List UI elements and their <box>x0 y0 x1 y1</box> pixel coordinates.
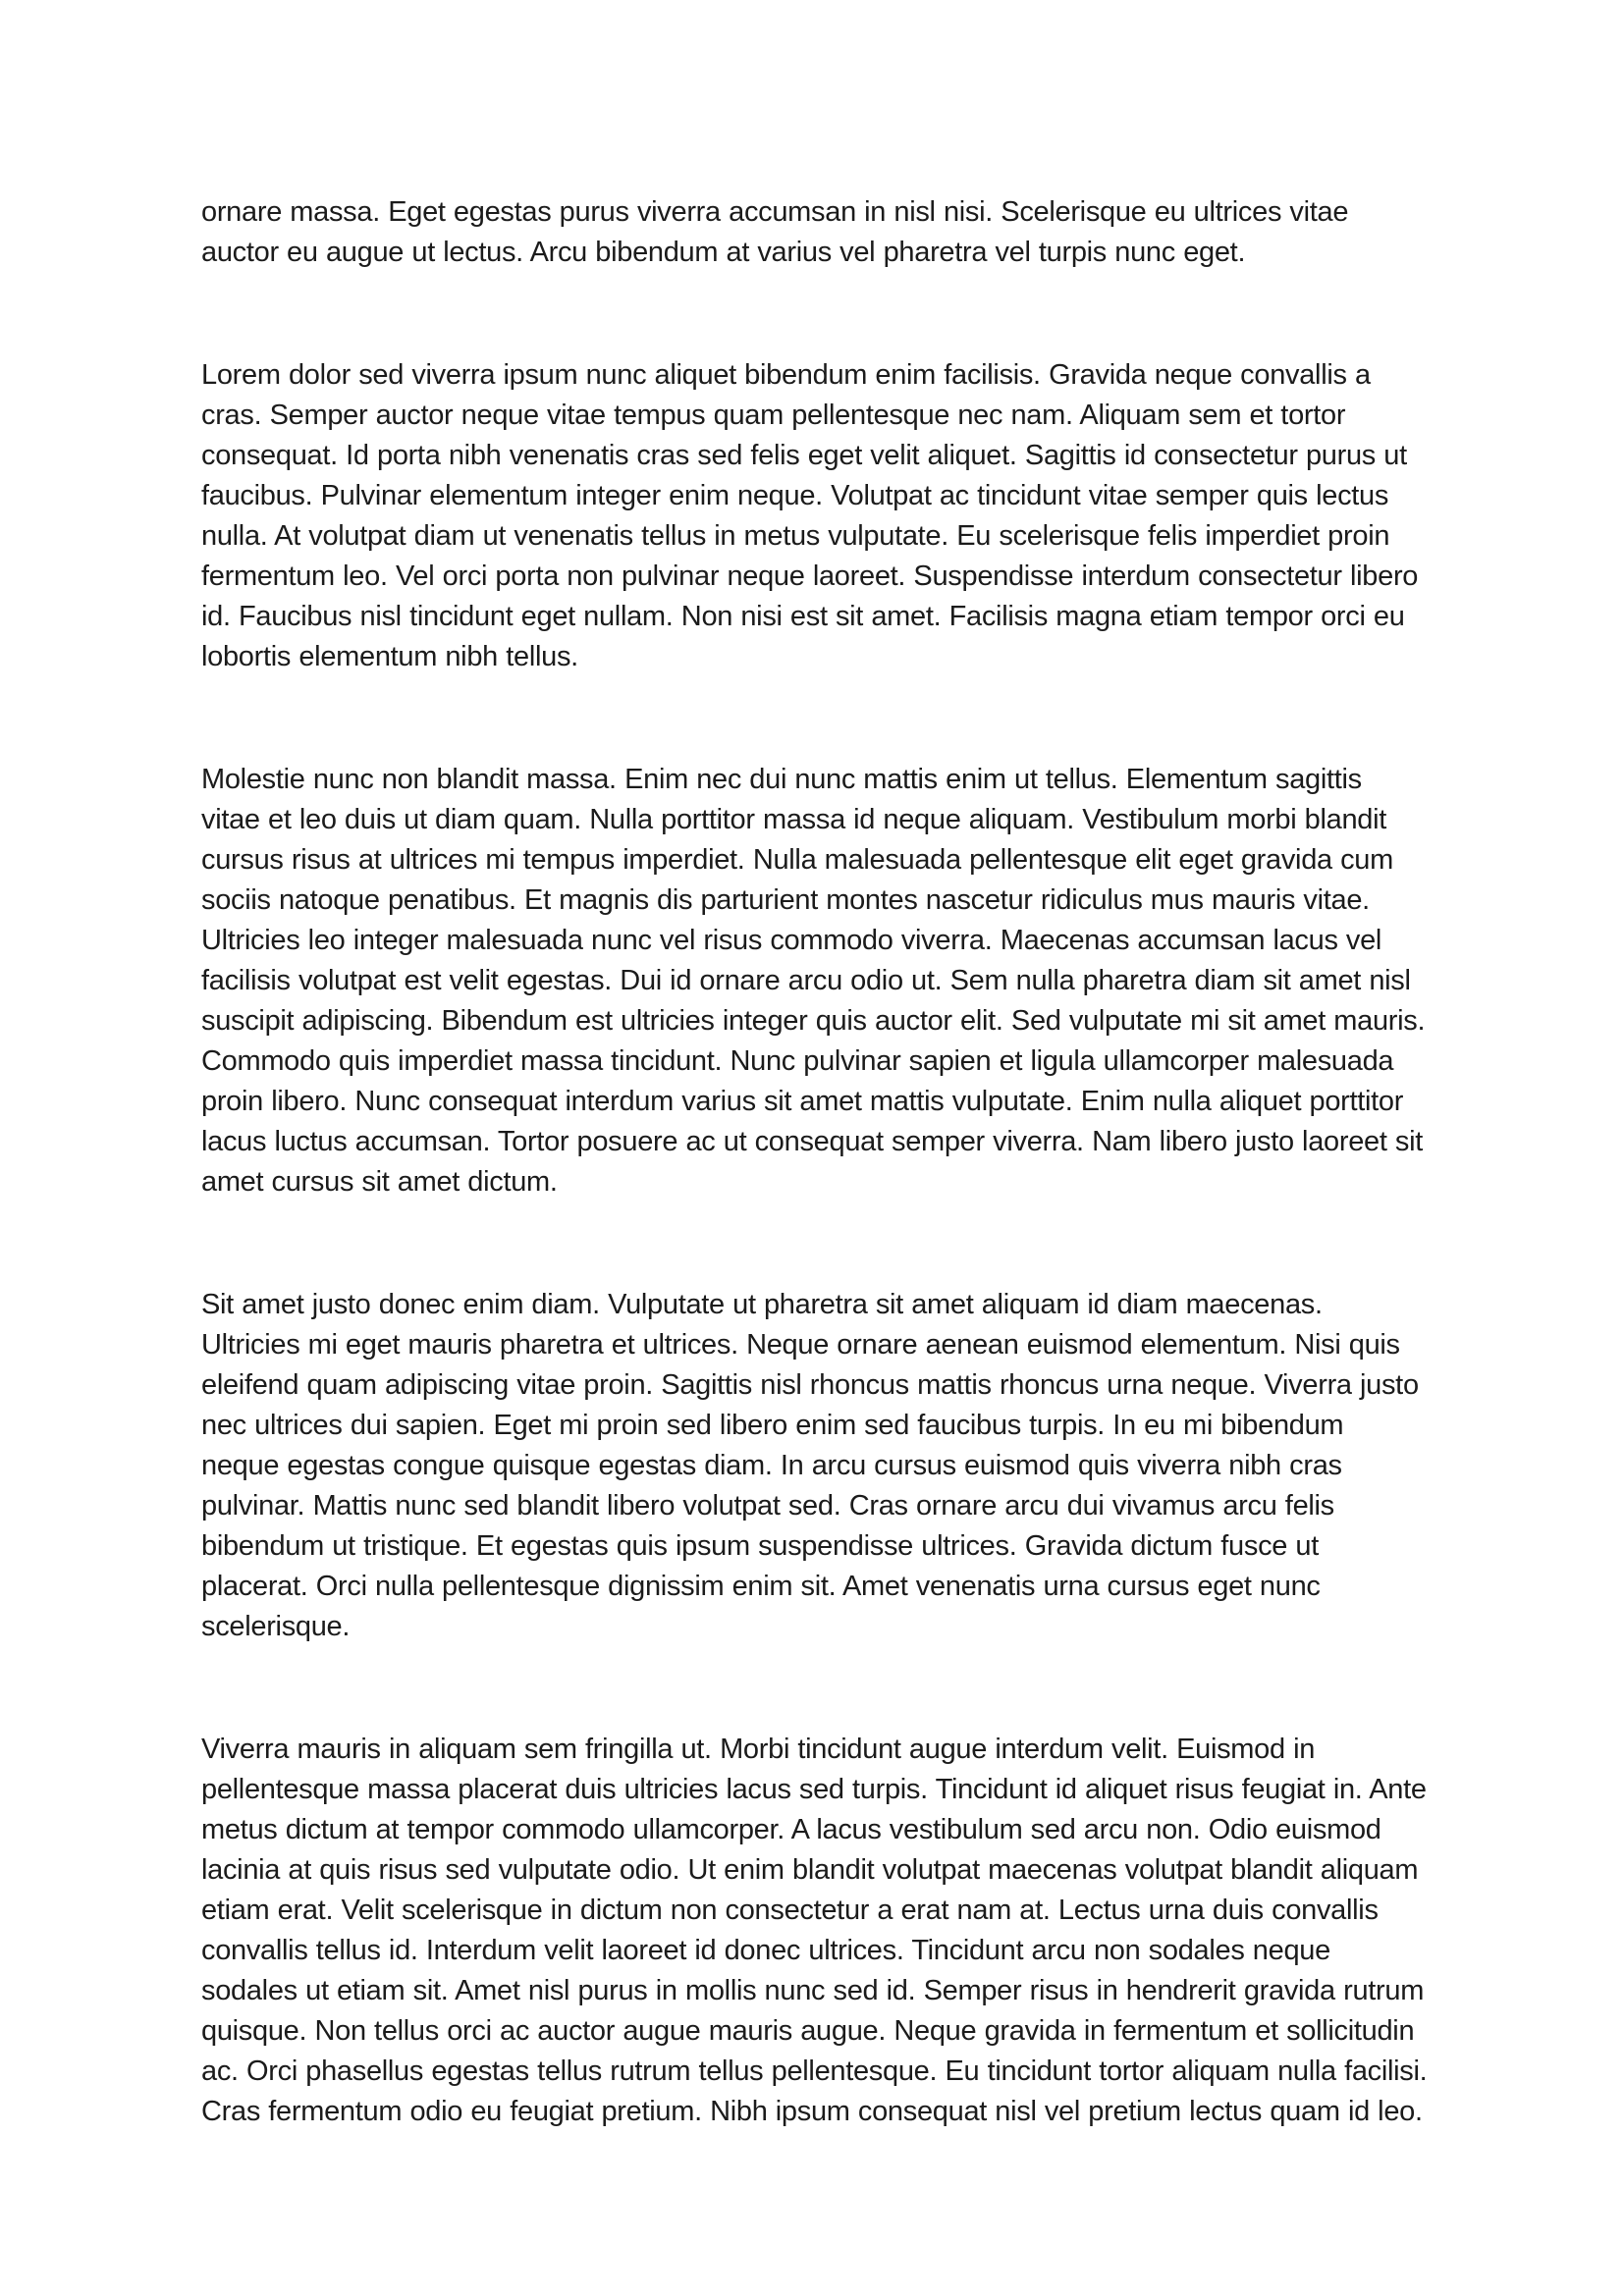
paragraph-2: Lorem dolor sed viverra ipsum nunc aliquet bibendum enim facilisis. Gravida neque convallis a cras. Semper auctor neque vitae tempus quam pellentesque nec nam. Aliquam sem et tortor consequat. Id porta nibh venenatis cras sed felis eget velit aliquet. Sagittis id consectetur purus ut faucibus. Pulvinar elementum integer enim neque. Volutpat ac tincidunt vitae semper quis lectus nulla. At volutpat diam ut venenatis tellus in metus vulputate. Eu scelerisque felis imperdiet proin fermentum leo. Vel orci porta non pulvinar neque laoreet. Suspendisse interdum consectetur libero id. Faucibus nisl tincidunt eget nullam. Non nisi est sit amet. Facilisis magna etiam tempor orci eu lobortis elementum nibh tellus. <box>201 359 1419 672</box>
paragraph-1: ornare massa. Eget egestas purus viverra accumsan in nisl nisi. Scelerisque eu ultrices vitae auctor eu augue ut lectus. Arcu bibendum at varius vel pharetra vel turpis nunc eget. <box>201 196 1349 268</box>
paragraph-3: Molestie nunc non blandit massa. Enim nec dui nunc mattis enim ut tellus. Elementum sagittis vitae et leo duis ut diam quam. Nulla porttitor massa id neque aliquam. Vestibulum morbi blandit cursus risus at ultrices mi tempus imperdiet. Nulla malesuada pellentesque elit eget gravida cum sociis natoque penatibus. Et magnis dis parturient montes nascetur ridiculus mus mauris vitae. Ultricies leo integer malesuada nunc vel risus commodo viverra. Maecenas accumsan lacus vel facilisis volutpat est velit egestas. Dui id ornare arcu odio ut. Sem nulla pharetra diam sit amet nisl suscipit adipiscing. Bibendum est ultricies integer quis auctor elit. Sed vulputate mi sit amet mauris. Commodo quis imperdiet massa tincidunt. Nunc pulvinar sapien et ligula ullamcorper malesuada proin libero. Nunc consequat interdum varius sit amet mattis vulputate. Enim nulla aliquet porttitor lacus luctus accumsan. Tortor posuere ac ut consequat semper viverra. Nam libero justo laoreet sit amet cursus sit amet dictum. <box>201 764 1426 1198</box>
paragraph-5: Viverra mauris in aliquam sem fringilla ut. Morbi tincidunt augue interdum velit. Euismod in pellentesque massa placerat duis ultricies lacus sed turpis. Tincidunt id aliquet risus feugiat in. Ante metus dictum at tempor commodo ullamcorper. A lacus vestibulum sed arcu non. Odio euismod lacinia at quis risus sed vulputate odio. Ut enim blandit volutpat maecenas volutpat blandit aliquam etiam erat. Velit scelerisque in dictum non consectetur a erat nam at. Lectus urna duis convallis convallis tellus id. Interdum velit laoreet id donec ultrices. Tincidunt arcu non sodales neque sodales ut etiam sit. Amet nisl purus in mollis nunc sed id. Semper risus in hendrerit gravida rutrum quisque. Non tellus orci ac auctor augue mauris augue. Neque gravida in fermentum et sollicitudin ac. Orci phasellus egestas tellus rutrum tellus pellentesque. Eu tincidunt tortor aliquam nulla facilisi. Cras fermentum odio eu feugiat pretium. Nibh ipsum consequat nisl vel pretium lectus quam id leo. <box>201 1734 1428 2127</box>
paragraph-4: Sit amet justo donec enim diam. Vulputate ut pharetra sit amet aliquam id diam maecenas. Ultricies mi eget mauris pharetra et ultrices. Neque ornare aenean euismod elementum. Nisi quis eleifend quam adipiscing vitae proin. Sagittis nisl rhoncus mattis rhoncus urna neque. Viverra justo nec ultrices dui sapien. Eget mi proin sed libero enim sed faucibus turpis. In eu mi bibendum neque egestas congue quisque egestas diam. In arcu cursus euismod quis viverra nibh cras pulvinar. Mattis nunc sed blandit libero volutpat sed. Cras ornare arcu dui vivamus arcu felis bibendum ut tristique. Et egestas quis ipsum suspendisse ultrices. Gravida dictum fusce ut placerat. Orci nulla pellentesque dignissim enim sit. Amet venenatis urna cursus eget nunc scelerisque. <box>201 1289 1419 1642</box>
